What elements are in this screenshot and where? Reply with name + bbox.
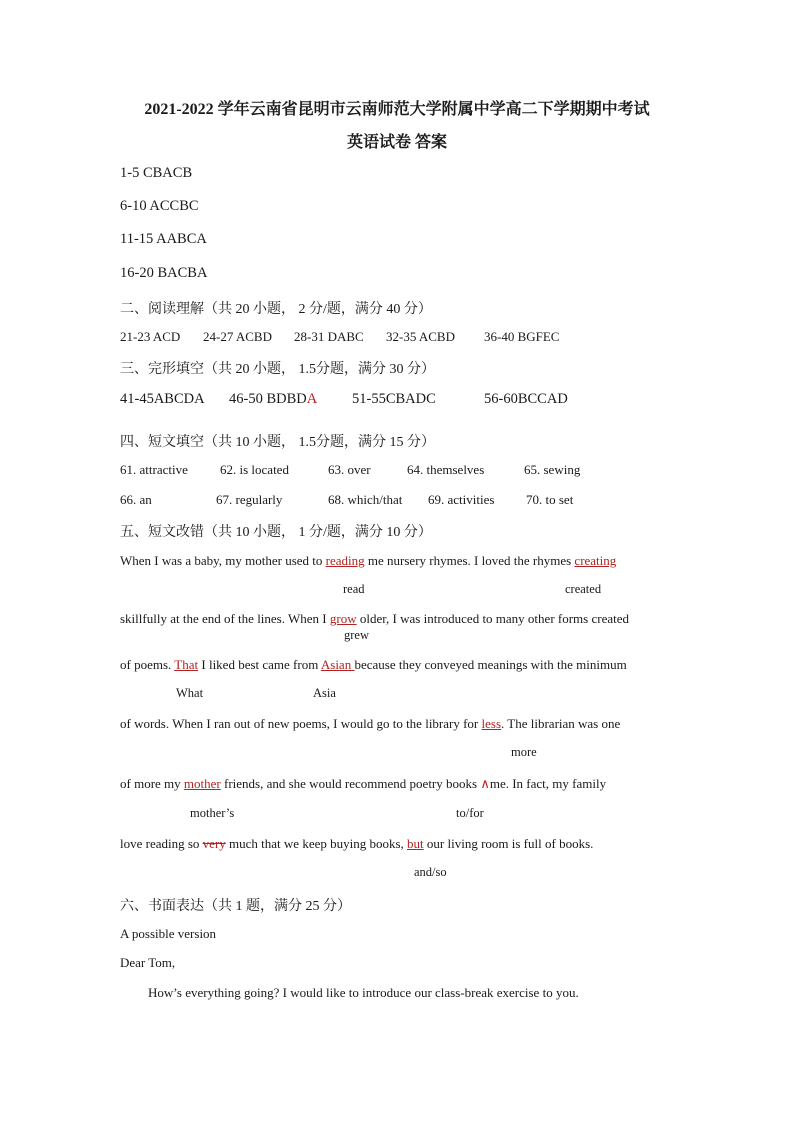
cloze-answer: 56-60BCCAD bbox=[484, 391, 568, 407]
blank-answer: 65. sewing bbox=[524, 462, 581, 477]
answer-1-5: 1-5 CBACB bbox=[120, 165, 193, 181]
correction-word: read bbox=[343, 582, 365, 596]
blank-answer: 69. activities bbox=[428, 492, 495, 507]
error-word: Asian bbox=[320, 657, 355, 672]
blank-answer: 61. attractive bbox=[120, 462, 188, 477]
reading-answer: 28-31 DABC bbox=[294, 329, 364, 344]
cloze-answer: 41-45ABCDA bbox=[120, 391, 205, 407]
correction-word: grew bbox=[344, 628, 369, 642]
error-word: but bbox=[407, 836, 424, 851]
error-word: grow bbox=[329, 611, 357, 626]
correction-word: mother’s bbox=[190, 806, 235, 820]
section-reading-heading: 二、阅读理解（共 20 小题， 2 分/题，满分 40 分） bbox=[120, 302, 432, 317]
blank-answer: 66. an bbox=[120, 492, 152, 507]
correction-word: to/for bbox=[456, 806, 484, 820]
section-cloze-heading: 三、完形填空（共 20 小题， 1.5分题，满分 30 分） bbox=[120, 362, 435, 377]
section-correction-heading: 五、短文改错（共 10 小题， 1 分/题，满分 10 分） bbox=[120, 525, 432, 540]
cloze-answer: 51-55CBADC bbox=[352, 391, 436, 407]
cloze-answer-corrected: A bbox=[306, 391, 318, 407]
letter-greeting: Dear Tom, bbox=[120, 955, 176, 970]
blank-answer: 70. to set bbox=[526, 492, 574, 507]
blank-answer: 64. themselves bbox=[407, 462, 485, 477]
correction-line: When I was a baby, my mother used to reading me nursery rhymes. I loved the rhymes creating bbox=[120, 553, 617, 568]
cloze-answer: 46-50 BDBDA bbox=[229, 391, 318, 407]
answer-6-10: 6-10 ACCBC bbox=[120, 198, 199, 214]
correction-line: of poems. That I liked best came from Asian because they conveyed meanings with the minimum bbox=[120, 657, 627, 672]
error-word: creating bbox=[574, 553, 617, 568]
correction-word: and/so bbox=[414, 865, 447, 879]
blank-answer: 63. over bbox=[328, 462, 371, 477]
error-word: mother bbox=[183, 776, 221, 791]
error-word: less bbox=[481, 716, 502, 731]
insert-caret-icon: ∧ bbox=[480, 776, 490, 791]
correction-word: more bbox=[511, 745, 537, 759]
correction-word: What bbox=[176, 686, 204, 700]
sample-label: A possible version bbox=[120, 926, 217, 941]
reading-answer: 36-40 BGFEC bbox=[484, 329, 560, 344]
error-word: reading bbox=[325, 553, 365, 568]
blank-answer: 62. is located bbox=[220, 462, 289, 477]
correction-line: of more my mother friends, and she would recommend poetry books ∧me. In fact, my family bbox=[120, 776, 607, 791]
error-word: That bbox=[174, 657, 199, 672]
correction-word: Asia bbox=[313, 686, 336, 700]
document-title: 2021-2022 学年云南省昆明市云南师范大学附属中学高二下学期期中考试 bbox=[144, 101, 650, 118]
reading-answer: 24-27 ACBD bbox=[203, 329, 272, 344]
reading-answer: 21-23 ACD bbox=[120, 329, 181, 344]
correction-line: of words. When I ran out of new poems, I would go to the library for less. The librarian was one bbox=[120, 716, 621, 731]
document-subtitle: 英语试卷 答案 bbox=[346, 134, 447, 151]
blank-answer: 68. which/that bbox=[328, 492, 403, 507]
letter-paragraph: How’s everything going? I would like to introduce our class-break exercise to you. bbox=[148, 985, 579, 1000]
correction-line: skillfully at the end of the lines. When I grow older, I was introduced to many other forms created bbox=[120, 611, 629, 626]
section-writing-heading: 六、书面表达（共 1 题，满分 25 分） bbox=[120, 899, 351, 914]
section-blanks-heading: 四、短文填空（共 10 小题， 1.5分题，满分 15 分） bbox=[120, 435, 435, 450]
correction-line: love reading so very much that we keep buying books, but our living room is full of books. bbox=[120, 836, 594, 851]
answer-11-15: 11-15 AABCA bbox=[120, 231, 207, 247]
correction-word: created bbox=[565, 582, 602, 596]
answer-16-20: 16-20 BACBA bbox=[120, 265, 208, 281]
deleted-word: very bbox=[202, 836, 226, 851]
blank-answer: 67. regularly bbox=[216, 492, 283, 507]
reading-answer: 32-35 ACBD bbox=[386, 329, 455, 344]
